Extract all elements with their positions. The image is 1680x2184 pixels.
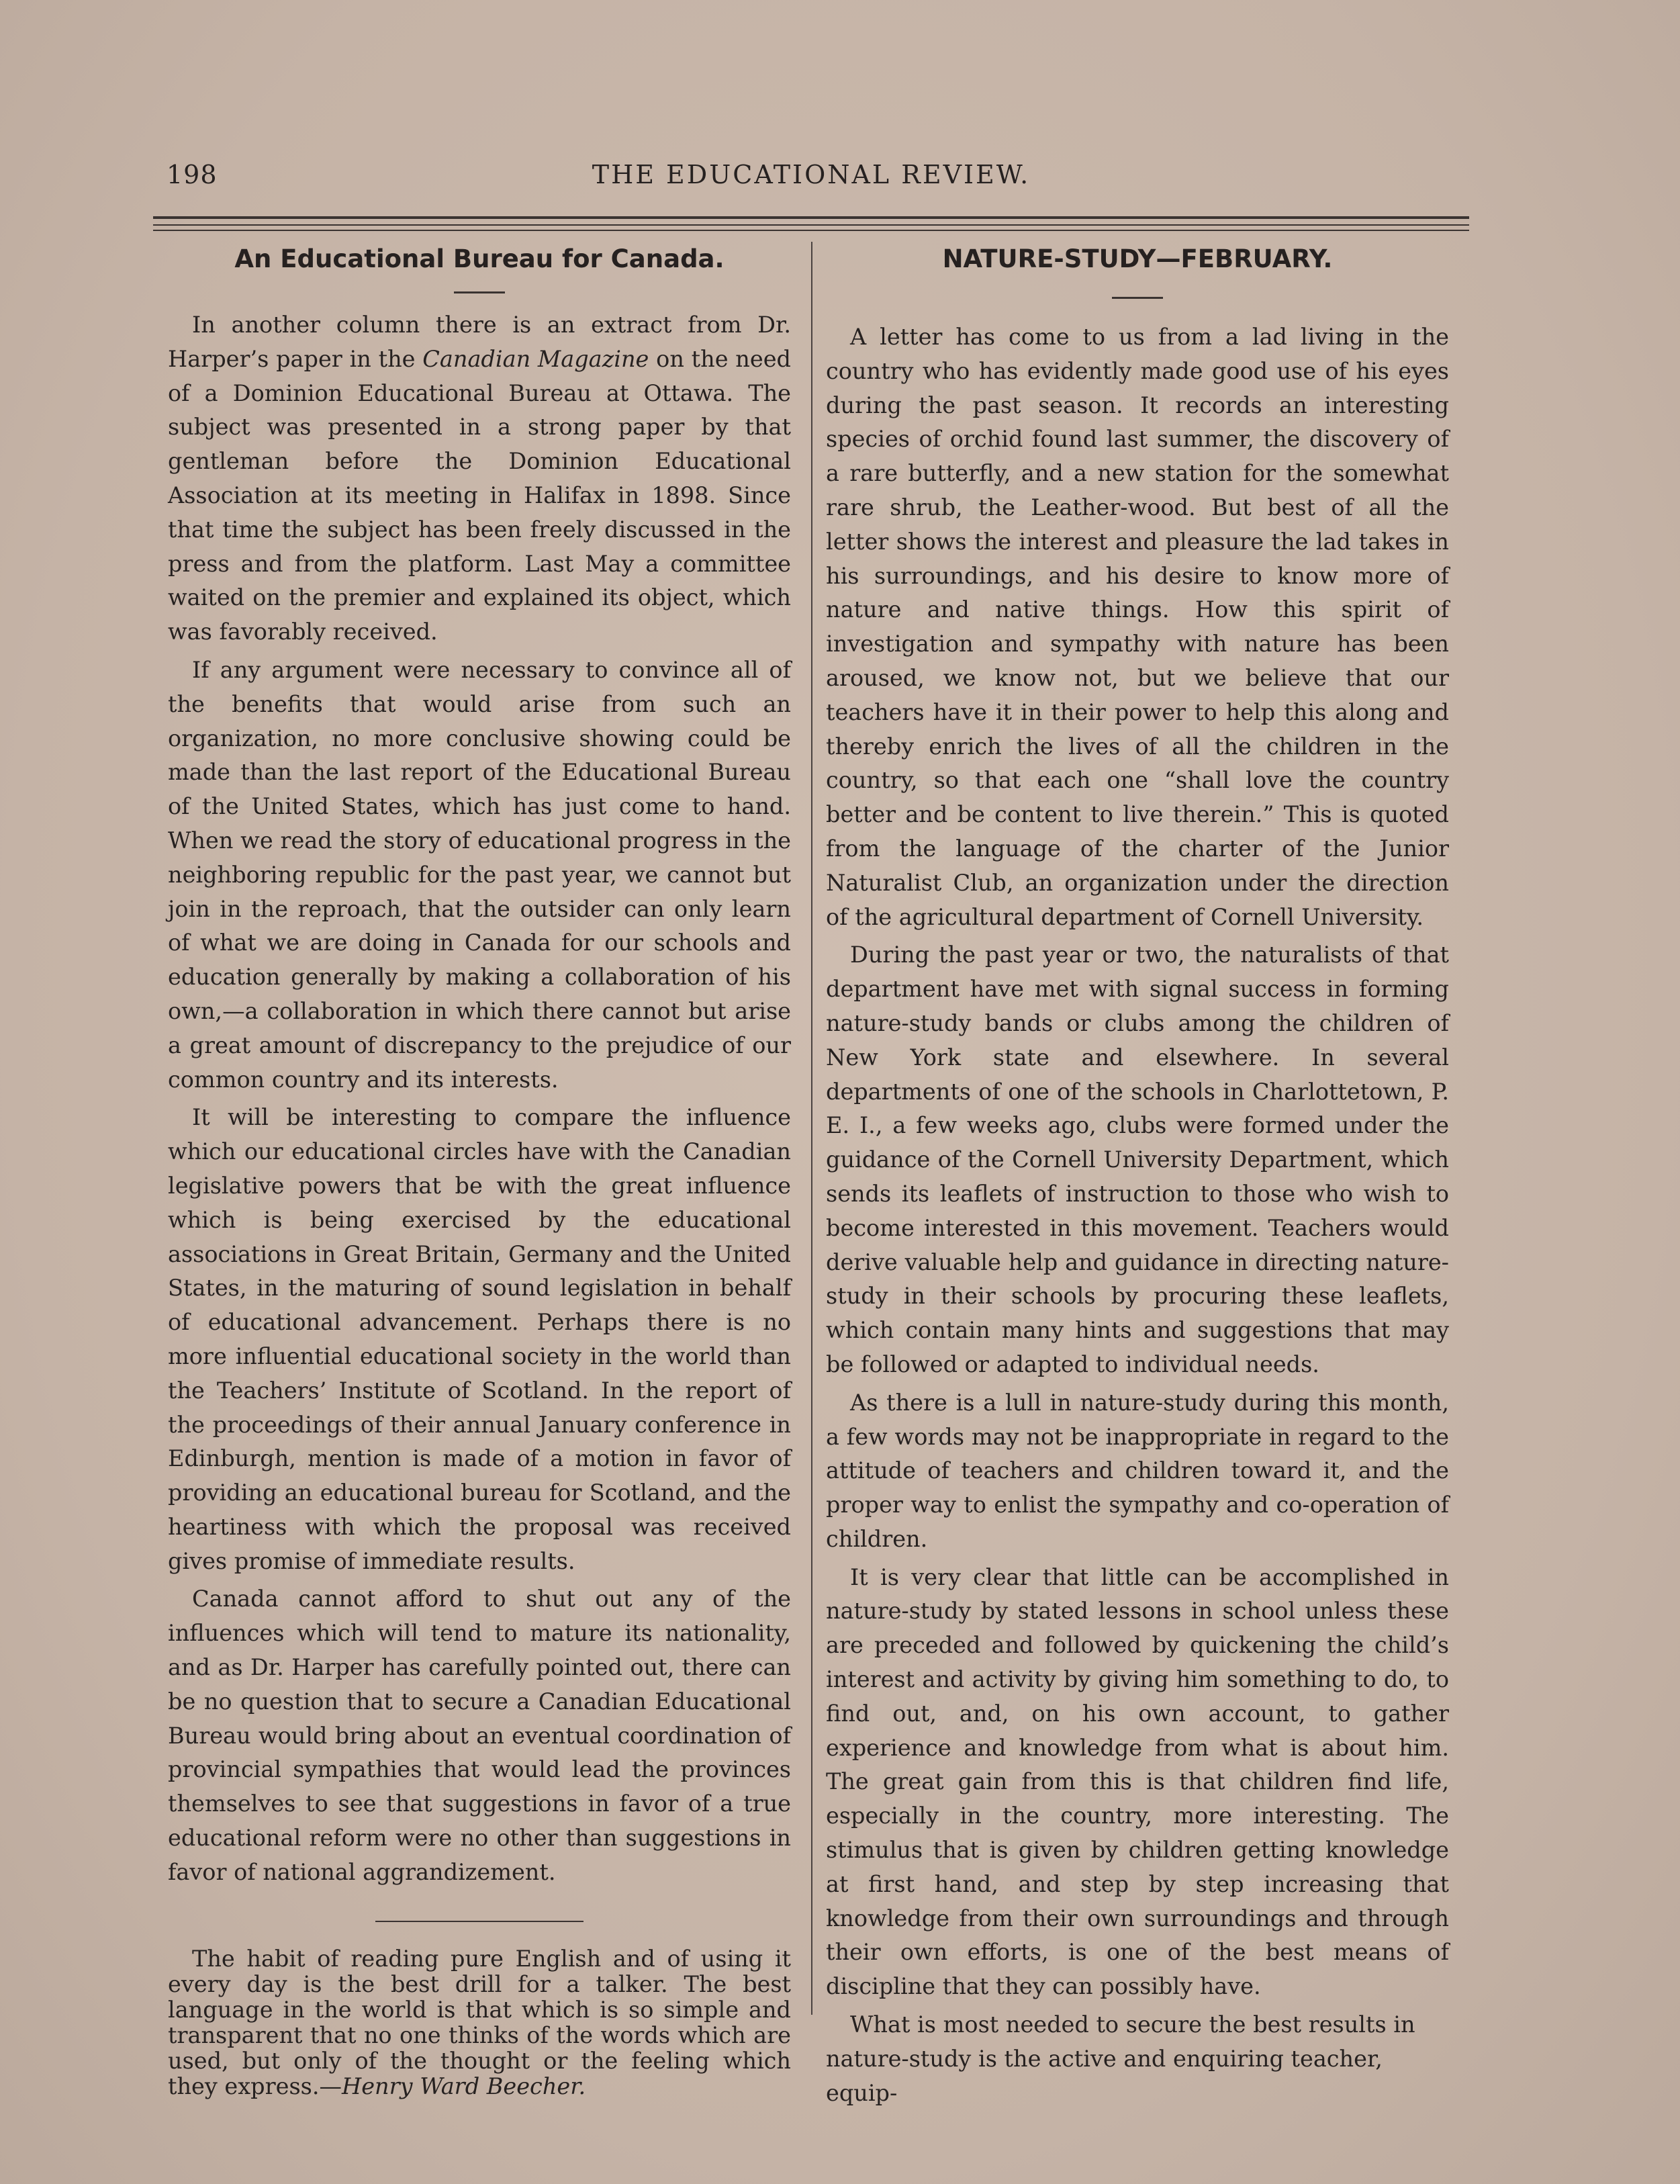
header-rule-thick bbox=[153, 216, 1469, 219]
article-title: NATURE-STUDY—FEBRUARY. bbox=[942, 244, 1333, 273]
paragraph: During the past year or two, the naturalists of that department have met with signal success in forming nature-study bands or clubs among the children of New York state and elsewhere. In several departments of one of the schools in Charlottetown, P. E. I., a few weeks ago, clubs were formed under the guidance of the Cornell University Department, which sends its leaflets of instruction to those who wish to become interested in this movement. Teachers would derive valuable help and guidance in directing nature-study in their schools by procuring these leaflets, which contain many hints and suggestions that may be followed or adapted to individual needs. bbox=[826, 942, 1449, 1377]
right-column bbox=[826, 242, 1449, 2110]
column-divider bbox=[811, 242, 812, 2015]
journal-title: THE EDUCATIONAL REVIEW. bbox=[592, 160, 1031, 189]
title-rule bbox=[1112, 297, 1163, 299]
article-title: An Educational Bureau for Canada. bbox=[234, 244, 725, 273]
quote-author: Henry Ward Beecher. bbox=[341, 2073, 586, 2099]
beecher-quote bbox=[168, 1946, 791, 2099]
paragraph: As there is a lull in nature-study during this month, a few words may not be inappropriate in regard to the attitude of teachers and children toward it, and the proper way to enlist the sympathy and co-operation of children. bbox=[826, 1389, 1449, 1552]
header-rule-thin-lower bbox=[153, 230, 1469, 231]
paragraph: What is most needed to secure the best results in nature-study is the active and enquiring teacher, equip- bbox=[826, 2011, 1415, 2106]
header-rule-thin bbox=[153, 224, 1469, 226]
quote-text: The habit of reading pure English and of using it every day is the best drill for a talker. The best language in the world is that which is so simple and transparent that no one thinks of the words which are used, but only of the thought or the feeling which they express.—Henry Ward Beecher. bbox=[168, 1945, 791, 2099]
paragraph: If any argument were necessary to convince all of the benefits that would arise from such an organization, no more conclusive showing could be made than the last report of the Educational Bureau of the United States, which has just come to hand. When we read the story of educational progress in the neighboring republic for the past year, we cannot but join in the reproach, that the outsider can only learn of what we are doing in Canada for our schools and education generally by making a collaboration of his own,—a collaboration in which there cannot but arise a great amount of discrepancy to the prejudice of our common country and its interests. bbox=[168, 656, 791, 1093]
magazine-title: Canadian Magazine bbox=[422, 345, 649, 372]
article-body bbox=[826, 320, 1449, 2110]
title-rule bbox=[454, 291, 505, 293]
article-body bbox=[168, 308, 791, 1890]
paragraph: In another column there is an extract from Dr. Harper’s paper in the Canadian Magazine on the need of a Dominion Educational Bureau at Ottawa. The subject was presented in a strong paper by that gentleman before the Dominion Educational Association at its meeting in Halifax in 1898. Since that time the subject has been freely discussed in the press and from the platform. Last May a committee waited on the premier and explained its object, which was favorably received. bbox=[168, 312, 791, 645]
section-divider bbox=[375, 1921, 584, 1922]
paragraph: It is very clear that little can be accomplished in nature-study by stated lessons in school unless these are preceded and followed by quickening the child’s interest and activity by giving him something to do, to find out, and, on his own account, to gather experience and knowledge from what is about him. The great gain from this is that children find life, especially in the country, more interesting. The stimulus that is given by children getting knowledge at first hand, and step by step increasing that knowledge from their own surroundings and through their own efforts, is one of the best means of discipline that they can possibly have. bbox=[826, 1563, 1449, 2000]
left-column bbox=[168, 242, 791, 2099]
page-number: 198 bbox=[167, 160, 218, 189]
running-head bbox=[153, 160, 1469, 200]
paragraph: It will be interesting to compare the influence which our educational circles have with the Canadian legislative powers that be with the great influence which is being exercised by the educational associations in Great Britain, Germany and the United States, in the maturing of sound legislation in behalf of educational advancement. Perhaps there is no more influential educational society in the world than the Teachers’ Institute of Scotland. In the report of the proceedings of their annual January conference in Edinburgh, mention is made of a motion in favor of providing an educational bureau for Scotland, and the heartiness with which the proposal was received gives promise of immediate results. bbox=[168, 1104, 791, 1574]
paragraph: Canada cannot afford to shut out any of the influences which will tend to mature its nationality, and as Dr. Harper has carefully pointed out, there can be no question that to secure a Canadian Educational Bureau would bring about an eventual coordination of provincial sympathies that would lead the provinces themselves to see that suggestions in favor of a true educational reform were no other than suggestions in favor of national aggrandizement. bbox=[168, 1586, 791, 1885]
paragraph: A letter has come to us from a lad living in the country who has evidently made good use of his eyes during the past season. It records an interesting species of orchid found last summer, the discovery of a rare butterfly, and a new station for the somewhat rare shrub, the Leather-wood. But best of all the letter shows the interest and pleasure the lad takes in his surroundings, and his desire to know more of nature and native things. How this spirit of investigation and sympathy with nature has been aroused, we know not, but we believe that our teachers have it in their power to help this along and thereby enrich the lives of all the children in the country, so that each one “shall love the country better and be content to live therein.” This is quoted from the language of the charter of the Junior Naturalist Club, an organization under the direction of the agricultural department of Cornell University. bbox=[826, 324, 1449, 930]
